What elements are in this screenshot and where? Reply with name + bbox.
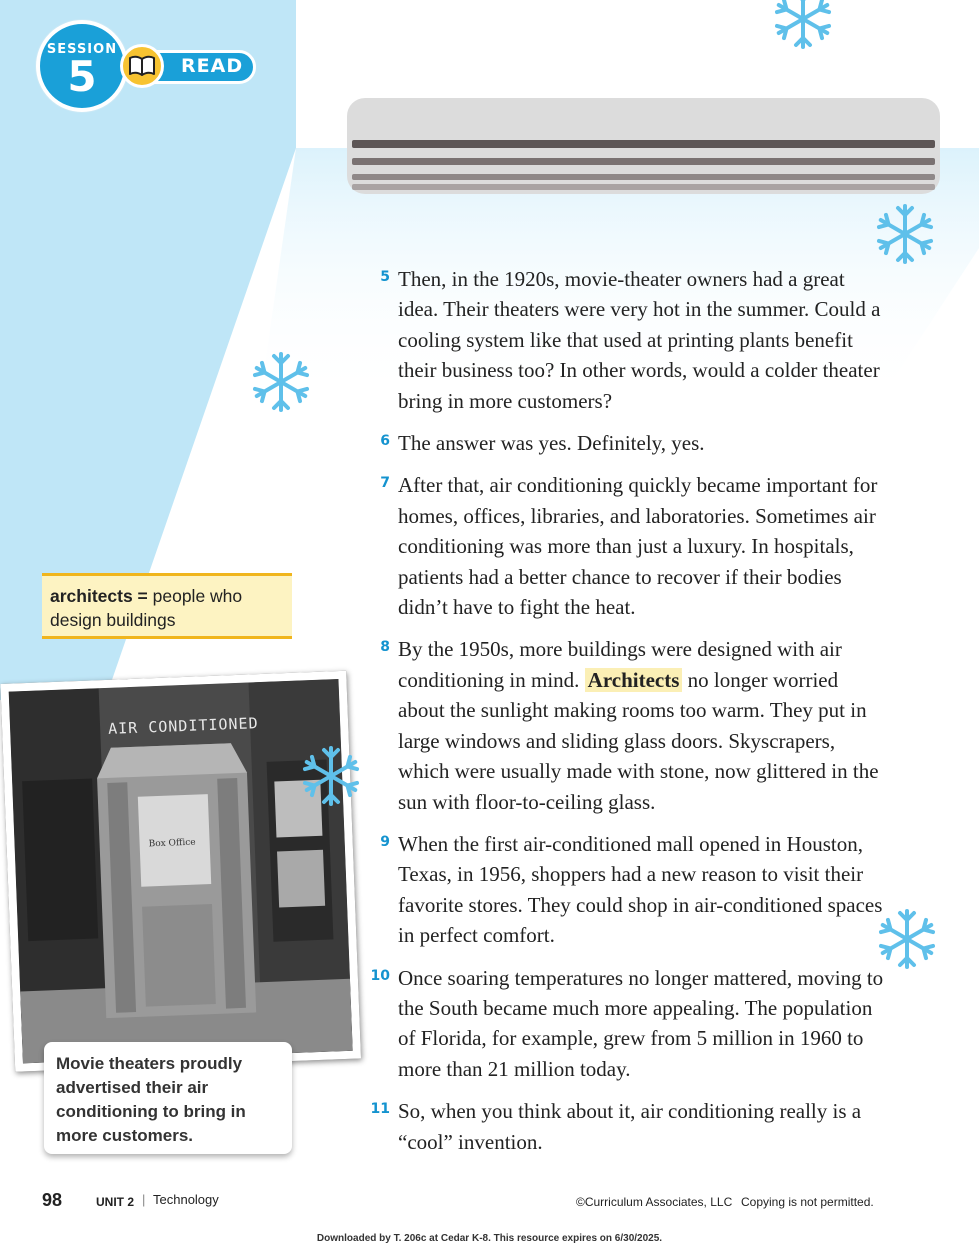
ac-vent-stripe xyxy=(352,174,935,180)
photo-booth-text: Box Office xyxy=(148,837,196,850)
paragraph-number: 10 xyxy=(370,967,390,984)
paragraph-number: 5 xyxy=(380,269,390,285)
paragraph-text: So, when you think about it, air conditioning really is a “cool” invention. xyxy=(398,1099,862,1154)
vocab-definition: people who design buildings xyxy=(50,586,243,630)
footer-unit: UNIT 2 xyxy=(96,1195,135,1209)
theater-photo xyxy=(0,671,361,1072)
paragraph xyxy=(368,963,888,1085)
footer-notice: Copying is not permitted. xyxy=(741,1195,874,1209)
paragraph xyxy=(368,470,888,622)
paragraph-number: 11 xyxy=(370,1101,390,1118)
paragraph-number: 9 xyxy=(380,833,390,850)
paragraph xyxy=(368,264,888,416)
page-number: 98 xyxy=(42,1190,63,1210)
footer-separator: | xyxy=(142,1192,146,1207)
vocabulary-box xyxy=(42,573,292,639)
snowflake-icon xyxy=(298,743,364,809)
photo-sign-text: AIR CONDITIONED xyxy=(107,714,259,738)
article-body xyxy=(368,264,888,1169)
footer-copyright: ©Curriculum Associates, LLC xyxy=(576,1195,733,1209)
session-badge xyxy=(36,20,128,112)
paragraph xyxy=(368,634,888,816)
vocab-highlight-architects: Architects xyxy=(585,668,683,692)
snowflake-icon xyxy=(770,0,836,52)
photo-caption: Movie theaters proudly advertised their air conditioning to bring in more customers. xyxy=(44,1042,292,1154)
read-text: READ xyxy=(181,55,244,77)
paragraph-text xyxy=(398,634,888,816)
paragraph-text: Then, in the 1920s, movie-theater owners had a great idea. Their theaters were very hot in the summer. Could a cooling system like that used at printing plants benefit their business too? In other words, would a colder theater bring in more customers? xyxy=(398,267,881,413)
paragraph-text: When the first air-conditioned mall opened in Houston, Texas, in 1956, shoppers had a new reason to visit their favorite stores. They could shop in air-conditioned spaces in perfect comfort. xyxy=(398,831,883,948)
paragraph-number: 8 xyxy=(380,639,390,656)
theater-photo-frame xyxy=(0,661,359,1074)
snowflake-icon xyxy=(248,349,314,415)
paragraph-number: 7 xyxy=(380,475,390,492)
paragraph-number: 6 xyxy=(380,433,390,450)
paragraph-text: Once soaring temperatures no longer mattered, moving to the South became much more appealing. The population of Florida, for example, grew from 5 million in 1960 to more than 21 million today. xyxy=(398,965,884,1081)
snowflake-icon xyxy=(872,201,938,267)
paragraph xyxy=(368,829,888,951)
ac-vent-stripe xyxy=(352,184,935,190)
paragraph-text-after: no longer worried about the sunlight making rooms too warm. They put in large windows and sliding glass doors. Skyscrapers, which were usually made with stone, now glittered in the sun with floor-to-ceiling glass. xyxy=(398,667,879,814)
ac-vent-stripe xyxy=(352,158,935,165)
paragraph xyxy=(368,428,888,458)
vocab-term: architects = xyxy=(50,586,148,606)
open-book-icon xyxy=(128,54,156,78)
session-number: 5 xyxy=(67,52,97,101)
paragraph-text-before: By the 1950s, more buildings were designed with air conditioning in mind. xyxy=(398,637,842,692)
paragraph-text: After that, air conditioning quickly became important for homes, offices, libraries, and laboratories. Sometimes air conditioning was more than just a luxury. In hospitals, patients had a better chance to recover if their bodies didn’t have to fight the heat. xyxy=(398,473,878,620)
download-notice: Downloaded by T. 206c at Cedar K-8. This resource expires on 6/30/2025. xyxy=(316,1233,663,1244)
theater-photo-image xyxy=(9,679,353,1063)
footer-topic: Technology xyxy=(153,1192,219,1207)
book-icon-badge xyxy=(120,44,164,88)
ac-vent-stripe xyxy=(352,140,935,148)
paragraph xyxy=(368,1096,888,1157)
session-label: SESSION xyxy=(46,42,118,57)
paragraph-text: The answer was yes. Definitely, yes. xyxy=(398,431,705,456)
